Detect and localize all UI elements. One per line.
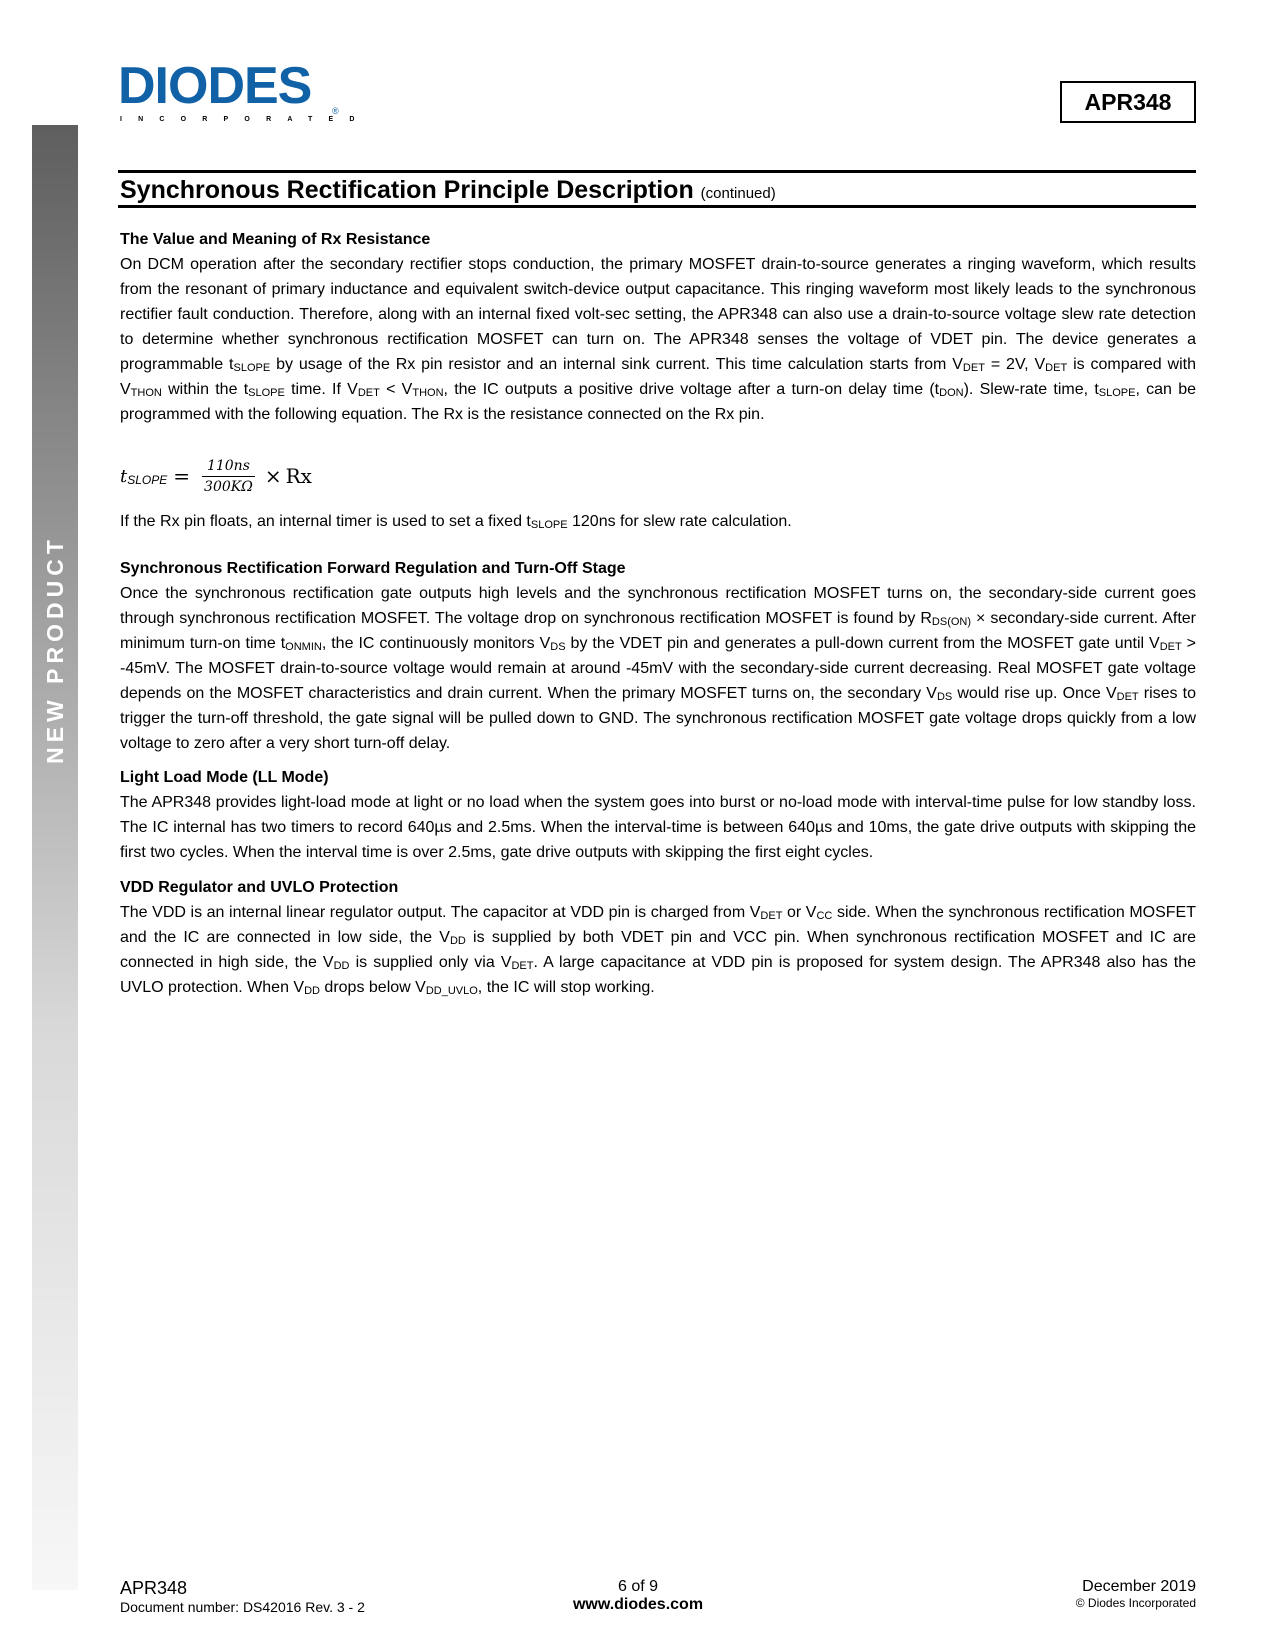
section-light-load <box>120 765 1196 865</box>
logo-registered-mark: ® <box>332 106 339 116</box>
section-heading-rx: The Value and Meaning of Rx Resistance <box>120 231 431 248</box>
formula-rhs: Rx <box>285 464 312 488</box>
formula-times: × <box>264 464 282 488</box>
footer-right <box>896 1578 1196 1610</box>
footer-part: APR348 <box>120 1578 188 1598</box>
section-heading-forward: Synchronous Rectification Forward Regulation and Turn-Off Stage <box>120 560 626 577</box>
paragraph-rx-float: If the Rx pin floats, an internal timer is used to set a fixed $t_{SLOPE}$ 120ns for slew rate calculation. <box>120 513 792 531</box>
formula-fraction <box>202 456 255 497</box>
footer-url[interactable]: www.diodes.com <box>572 1596 704 1613</box>
section-vdd <box>120 875 1196 1000</box>
part-number-box: APR348 <box>1060 81 1196 123</box>
logo-subtitle: INCORPORATED <box>120 116 371 123</box>
footer-date: December 2019 <box>1082 1578 1196 1595</box>
section-heading-light-load: Light Load Mode (LL Mode) <box>120 769 329 786</box>
footer-copyright: © Diodes Incorporated <box>1075 1596 1196 1610</box>
section-rx <box>120 227 1196 427</box>
section-forward <box>120 556 1196 756</box>
paragraph-vdd: The VDD is an internal linear regulator output. The capacitor at VDD pin is charged from $V_{DET}$ or $V_{CC}$ side. When the synchronous rectification MOSFET and the IC are connected in low side, the $V_{DD}$ is supplied by both VDET pin and VCC pin. When synchronous rectification MOSFET and IC are connected in high side, the $V_{DD}$ is supplied only via $V_{DET}$. A large capacitance at VDD pin is proposed for system design. The APR348 also has the UVLO protection. When $V_{DD}$ drops below $V_{DD\_UVLO}$, the IC will stop working. <box>120 904 1197 997</box>
paragraph-light-load: The APR348 provides light-load mode at light or no load when the system goes into burst or no-load mode with interval-time pulse for low standby loss. The IC internal has two timers to record 640µs and 2.5ms. When the interval-time is between 640µs and 10ms, the gate drive outputs with skipping the first two cycles. When the interval time is over 2.5ms, gate drive outputs with skipping the first eight cycles. <box>120 794 1196 861</box>
footer-left <box>120 1578 520 1615</box>
slope-formula <box>120 448 312 504</box>
paragraph-rx: On DCM operation after the secondary rectifier stops conduction, the primary MOSFET drain-to-source generates a ringing waveform, which results from the resonant of primary inductance and equivalent switch-device output capacitance. This ringing waveform most likely leads to the synchronous rectifier fault conduction. Therefore, along with an internal fixed volt-sec setting, the APR348 can also use a drain-to-source voltage slew rate detection to determine whether synchronous rectification MOSFET can turn on. The APR348 senses the voltage of VDET pin. The device generates a programmable $t_{SLOPE}$ by usage of the Rx pin resistor and an internal sink current. This time calculation starts from $V_{DET} = 2V$, $V_{DET}$ is compared with $V_{THON}$ within the $t_{SLOPE}$ time. If $V_{DET} < V_{THON}$, the IC outputs a positive drive voltage after a turn-on delay time $(t_{DON})$. Slew-rate time, $t_{SLOPE}$, can be programmed with the following equation. The Rx is the resistance connected on the Rx pin. <box>120 256 1197 423</box>
side-banner-label: NEW PRODUCT <box>41 534 68 764</box>
section-title-bar <box>118 170 1196 208</box>
section-title-main: Synchronous Rectification Principle Description <box>120 176 694 204</box>
formula-lhs: $t_{SLOPE}$ <box>120 465 168 487</box>
formula-numerator: 110ns <box>206 457 250 474</box>
formula-denominator: 300KΩ <box>202 476 255 497</box>
formula-equals: = <box>173 464 191 488</box>
company-logo <box>118 57 371 128</box>
logo-wordmark: DIODES <box>118 57 312 115</box>
side-banner-text-wrap <box>32 529 78 769</box>
footer-center <box>538 1578 738 1614</box>
section-title-suffix: (continued) <box>700 185 776 202</box>
section-title <box>120 176 776 205</box>
section-heading-vdd: VDD Regulator and UVLO Protection <box>120 879 399 896</box>
footer-doc-number: Document number: DS42016 Rev. 3 - 2 <box>120 1599 365 1615</box>
side-banner <box>32 125 78 1590</box>
paragraph-forward: Once the synchronous rectification gate outputs high levels and the synchronous rectification MOSFET turns on, the secondary-side current goes through synchronous rectification MOSFET. The voltage drop on synchronous rectification MOSFET is found by $R_{DS(ON)}$ × secondary-side current. After minimum turn-on time $t_{ONMIN}$, the IC continuously monitors $V_{DS}$ by the VDET pin and generates a pull-down current from the MOSFET gate until $V_{DET} > -45mV$. The MOSFET drain-to-source voltage would remain at around -45mV with the secondary-side current decreasing. Real MOSFET gate voltage depends on the MOSFET characteristics and drain current. When the primary MOSFET turns on, the secondary $V_{DS}$ would rise up. Once $V_{DET}$ rises to trigger the turn-off threshold, the gate signal will be pulled down to GND. The synchronous rectification MOSFET gate voltage drops quickly from a low voltage to zero after a very short turn-off delay. <box>120 585 1197 752</box>
footer-page: 6 of 9 <box>617 1578 659 1595</box>
